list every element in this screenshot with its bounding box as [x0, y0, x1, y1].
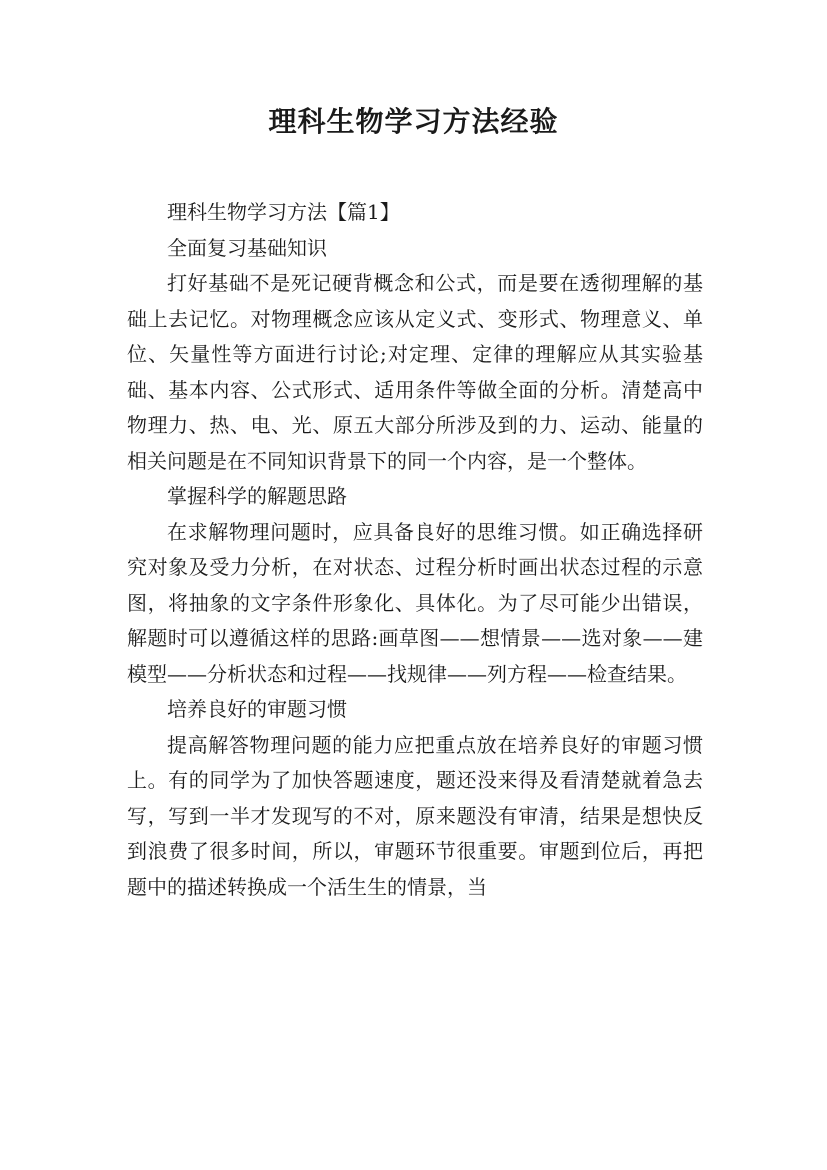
paragraph-reading-habits: 提高解答物理问题的能力应把重点放在培养良好的审题习惯上。有的同学为了加快答题速度，题还没来得及看清楚就着急去写，写到一半才发现写的不对，原来题没有审清，结果是想快反到浪费了很多时间，所以，审题环节很重要。审题到位后，再把题中的描述转换成一个活生生的情景，当 [127, 732, 703, 899]
subheading-review-basics: 全面复习基础知识 [167, 235, 327, 260]
paragraph-review-basics: 打好基础不是死记硬背概念和公式，而是要在透彻理解的基础上去记忆。对物理概念应该从定义式、变形式、物理意义、单位、矢量性等方面进行讨论;对定理、定律的理解应从其实验基础、基本内容、公式形式、适用条件等做全面的分析。清楚高中物理力、热、电、光、原五大部分所涉及到的力、运动、能量的相关问题是在不同知识背景下的同一个内容，是一个整体。 [127, 271, 703, 473]
section-heading-chapter: 理科生物学习方法【篇1】 [167, 200, 400, 224]
document-title: 理科生物学习方法经验 [268, 105, 559, 138]
paragraph-problem-solving: 在求解物理问题时，应具备良好的思维习惯。如正确选择研究对象及受力分析，在对状态、过程分析时画出状态过程的示意图，将抽象的文字条件形象化、具体化。为了尽可能少出错误，解题时可以遵循这样的思路:画草图——想情景——选对象——建模型——分析状态和过程——找规律——列方程——检查结果。 [127, 519, 703, 686]
subheading-reading-habits: 培养良好的审题习惯 [167, 697, 347, 721]
subheading-problem-solving: 掌握科学的解题思路 [167, 484, 347, 508]
document-body [127, 195, 703, 905]
